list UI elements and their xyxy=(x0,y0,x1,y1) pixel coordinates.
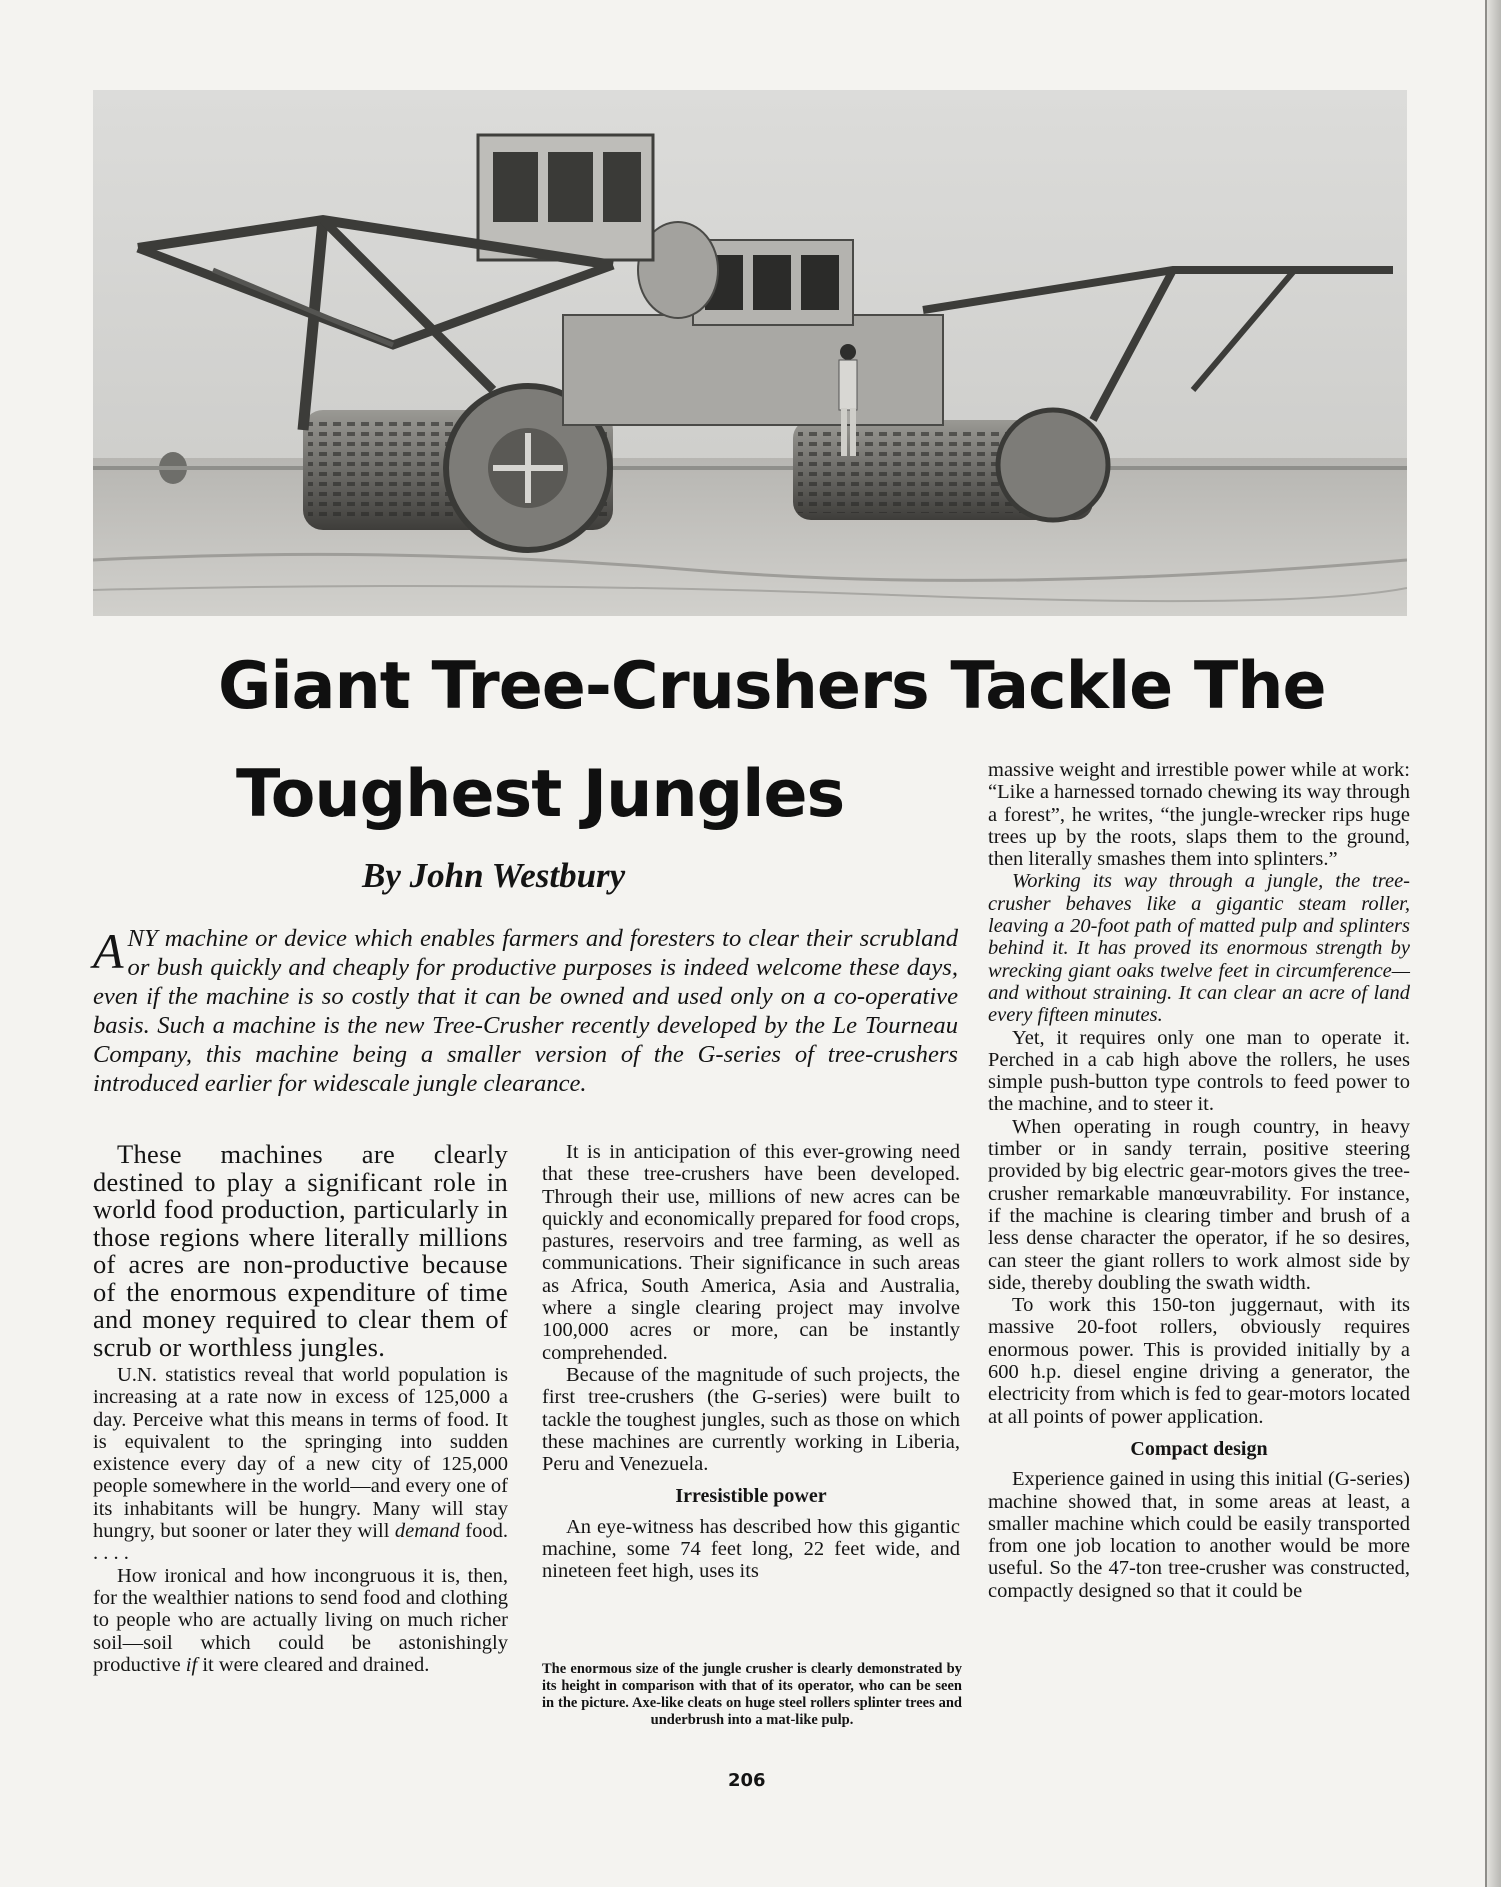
photo-caption: The enormous size of the jungle crusher is clearly demonstrated by its height in comparison with that of its operator, who can be seen in the picture. Axe-like cleats on huge steel rollers splinter trees and underbrush into a mat-like pulp. xyxy=(542,1661,962,1728)
column-3-paragraph-3: Yet, it requires only one man to operate it. Perched in a cab high above the rollers, he uses simple push-button type controls to feed power to the machine, and to steer it. xyxy=(988,1026,1410,1116)
column-1 xyxy=(93,1141,508,1676)
subhead-compact-design: Compact design xyxy=(1130,1437,1268,1460)
column-3-paragraph-6: Experience gained in using this initial (G-series) machine showed that, in some areas at least, a smaller machine which could be easily transported from one job location to another would be more useful. So the 47-ton tree-crusher was constructed, compactly designed so that it could be xyxy=(988,1468,1410,1602)
column-3 xyxy=(988,759,1410,1602)
column-3-paragraph-5: To work this 150-ton juggernaut, with its massive 20-foot rollers, obviously requires enormous power. This is provided initially by a 600 h.p. diesel engine driving a generator, the electricity from which is fed to gear-motors located at all points of power application. xyxy=(988,1294,1410,1428)
column-1-paragraph-2-end: food. . . . . xyxy=(93,1520,508,1565)
article-title-line-1: Giant Tree-Crushers Tackle The xyxy=(218,649,1326,724)
page-edge xyxy=(1487,0,1501,1887)
column-1-paragraph-2-text: U.N. statistics reveal that world population is increasing at a rate now in excess of 125,000 a day. Perceive what this means in terms of food. It is equivalent to the springing into sudden existence every day of a new city of 125,000 people somewhere in the world—and every one of its inhabitants will be hungry. Many will stay hungry, but sooner or later they will xyxy=(93,1364,508,1543)
column-1-paragraph-3-text: How ironical and how incongruous it is, then, for the wealthier nations to send food and clothing to people who are actually living on much richer soil—soil which could be astonishingly productive xyxy=(93,1564,508,1676)
intro-text: NY machine or device which enables farmers and foresters to clear their scrubland or bush quickly and cheaply for productive purposes is indeed welcome these days, even if the machine is so costly that it can be owned and used only on a co-operative basis. Such a machine is the new Tree-Crusher recently developed by the Le Tourneau Company, this machine being a smaller version of the G-series of tree-crushers introduced earlier for widescale jungle clearance. xyxy=(93,925,958,1097)
drop-cap: A xyxy=(93,923,124,979)
column-1-paragraph-2 xyxy=(93,1364,508,1565)
column-1-paragraph-3 xyxy=(93,1565,508,1676)
tree-crusher-photo xyxy=(93,90,1407,616)
article-title-line-2: Toughest Jungles xyxy=(236,757,845,832)
column-3-paragraph-4: When operating in rough country, in heavy timber or in sandy terrain, positive steering provided by big electric gear-motors gives the tree-crusher remarkable manœuvrability. For instance, if the machine is clearing timber and brush of a less dense character the operator, if he so desires, can steer the giant rollers to work almost side by side, thereby doubling the swath width. xyxy=(988,1115,1410,1294)
column-3-paragraph-2: Working its way through a jungle, the tree-crusher behaves like a gigantic steam roller, leaving a 20-foot path of matted pulp and splinters behind it. It has proved its enormous strength by wrecking giant oaks twelve feet in circumference—and without straining. It can clear an acre of land every fifteen minutes. xyxy=(988,870,1410,1027)
column-2-paragraph-2: Because of the magnitude of such projects, the first tree-crushers (the G-series) were built to tackle the toughest jungles, such as those on which these machines are currently working in Liberia, Peru and Venezuela. xyxy=(542,1363,960,1476)
page-number: 206 xyxy=(728,1770,766,1791)
column-1-lead-paragraph: These machines are clearly destined to play a significant role in world food production, particularly in those regions where literally millions of acres are non-productive because of the enormous expenditure of time and money required to clear them of scrub or worthless jungles. xyxy=(93,1139,508,1362)
column-2-paragraph-3: An eye-witness has described how this gigantic machine, some 74 feet long, 22 feet wide, and nineteen feet high, uses its xyxy=(542,1515,960,1583)
emphasis-demand: demand xyxy=(394,1520,460,1543)
emphasis-if: if xyxy=(185,1653,198,1676)
subhead-irresistible-power: Irresistible power xyxy=(675,1485,827,1508)
column-2-paragraph-1: It is in anticipation of this ever-growing need that these tree-crushers have been developed. Through their use, millions of new acres can be quickly and economically prepared for food crops, pastures, reservoirs and tree farming, as well as communications. Their significance in such areas as Africa, South America, Asia and Australia, where a single clearing project may involve 100,000 acres or more, can be instantly comprehended. xyxy=(542,1141,960,1364)
column-3-paragraph-1: massive weight and irrestible power while at work: “Like a harnessed tornado chewing its way through a forest”, he writes, “the jungle-wrecker rips huge trees up by the roots, slaps them to the ground, then literally smashes them into splinters.” xyxy=(988,759,1410,871)
column-1-paragraph-3-end: it were cleared and drained. xyxy=(197,1653,430,1676)
byline: By John Westbury xyxy=(362,856,626,895)
column-2 xyxy=(542,1141,960,1583)
intro-paragraph xyxy=(93,924,958,1098)
